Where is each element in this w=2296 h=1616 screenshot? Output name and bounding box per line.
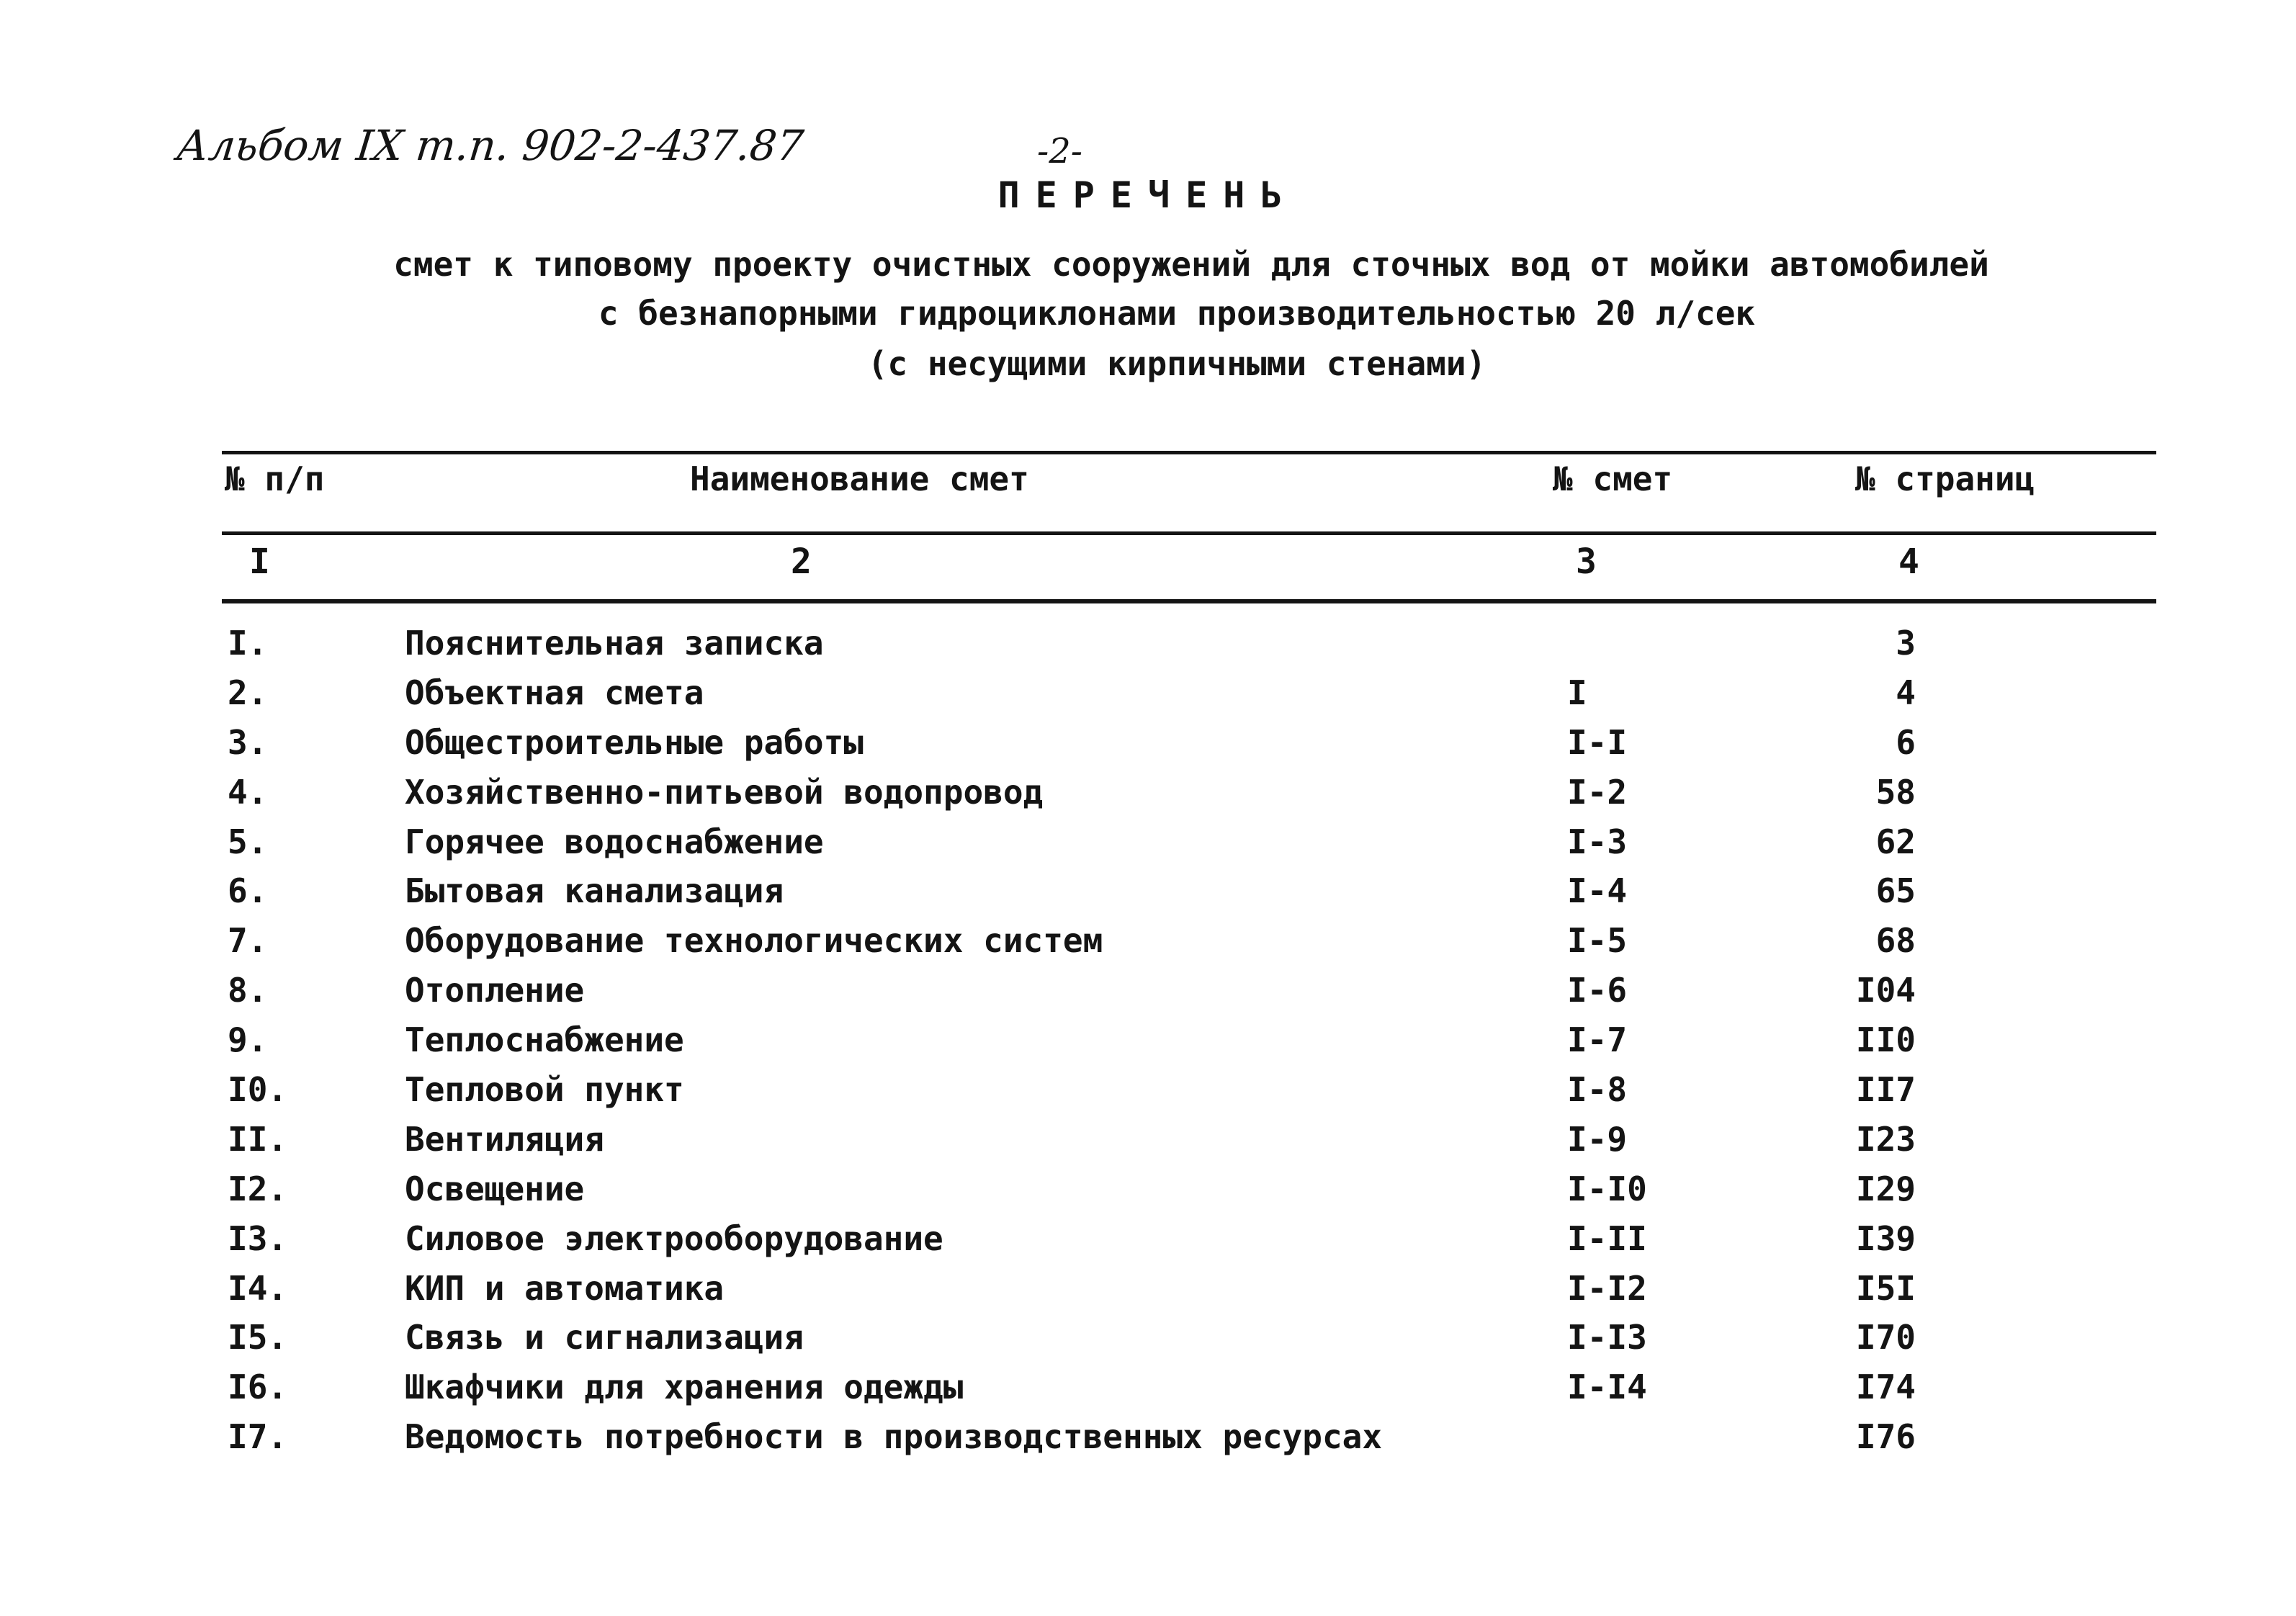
table-row xyxy=(0,673,2296,723)
estimate-name: Объектная смета xyxy=(405,673,704,712)
table-row xyxy=(0,971,2296,1020)
header-col-code: № смет xyxy=(1553,459,1673,498)
row-number: I2. xyxy=(228,1169,288,1208)
header-divider-rule xyxy=(222,531,2156,535)
row-number: I0. xyxy=(228,1070,288,1110)
row-number: I4. xyxy=(228,1268,288,1308)
row-number: I. xyxy=(228,624,268,663)
estimate-name: Связь и сигнализация xyxy=(405,1318,804,1357)
table-top-rule xyxy=(222,451,2156,454)
estimate-code: I-9 xyxy=(1567,1119,1628,1159)
estimate-name: Горячее водоснабжение xyxy=(405,822,824,861)
table-row xyxy=(0,773,2296,822)
page-number-cell: 4 xyxy=(1896,673,1916,712)
table-row xyxy=(0,1020,2296,1070)
table-row xyxy=(0,1219,2296,1269)
row-number: 5. xyxy=(228,822,268,861)
estimates-list xyxy=(0,624,2296,1467)
row-number: 9. xyxy=(228,1020,268,1060)
row-number: 7. xyxy=(228,921,268,961)
table-row xyxy=(0,1120,2296,1170)
estimate-name: Теплоснабжение xyxy=(405,1020,684,1060)
estimate-name: Ведомость потребности в производственных ресурсах xyxy=(405,1417,1383,1457)
table-row xyxy=(0,921,2296,971)
table-row xyxy=(0,1318,2296,1368)
table-row xyxy=(0,1070,2296,1120)
table-row xyxy=(0,871,2296,921)
row-number: I6. xyxy=(228,1368,288,1407)
page-number-cell: I70 xyxy=(1855,1318,1916,1357)
estimate-name: Вентиляция xyxy=(405,1119,604,1159)
page-number-cell: 58 xyxy=(1875,772,1916,812)
table-row xyxy=(0,723,2296,773)
page-number-cell: 6 xyxy=(1896,722,1916,762)
estimate-name: Пояснительная записка xyxy=(405,624,824,663)
estimate-name: Хозяйственно-питьевой водопровод xyxy=(405,772,1044,812)
row-number: I7. xyxy=(228,1417,288,1457)
page-number-cell: II7 xyxy=(1855,1070,1916,1110)
estimate-code: I-5 xyxy=(1567,921,1628,961)
header-col-name: Наименование смет xyxy=(690,459,1029,498)
estimate-code: I-6 xyxy=(1567,971,1628,1010)
row-number: I3. xyxy=(228,1218,288,1258)
estimate-name: Тепловой пункт xyxy=(405,1070,684,1110)
estimate-code: I-I3 xyxy=(1567,1318,1647,1357)
estimate-code: I-3 xyxy=(1567,822,1628,861)
row-number: 8. xyxy=(228,971,268,1010)
estimate-name: КИП и автоматика xyxy=(405,1268,725,1308)
estimate-code: I-II xyxy=(1567,1218,1647,1258)
estimate-name: Освещение xyxy=(405,1169,585,1208)
page-number-cell: I74 xyxy=(1855,1368,1916,1407)
album-handwritten-note: Альбом IX т.п. 902-2-437.87 xyxy=(174,121,806,170)
column-number-rule xyxy=(222,599,2156,603)
table-row xyxy=(0,1417,2296,1467)
column-number-2: 2 xyxy=(791,542,812,582)
table-row xyxy=(0,1170,2296,1219)
row-number: 4. xyxy=(228,772,268,812)
page-number-cell: II0 xyxy=(1855,1020,1916,1060)
page-number-cell: I04 xyxy=(1855,971,1916,1010)
row-number: 2. xyxy=(228,673,268,712)
estimate-code: I-7 xyxy=(1567,1020,1628,1060)
page-number-cell: 62 xyxy=(1875,822,1916,861)
header-col-pages: № страниц xyxy=(1855,459,2035,498)
page-number-cell: I5I xyxy=(1855,1268,1916,1308)
page-number-cell: 3 xyxy=(1896,624,1916,663)
page-number-cell: 68 xyxy=(1875,921,1916,961)
page-number-cell: I23 xyxy=(1855,1119,1916,1159)
row-number: 3. xyxy=(228,722,268,762)
page-number-cell: 65 xyxy=(1875,871,1916,911)
estimate-code: I xyxy=(1567,673,1587,712)
column-number-1: I xyxy=(249,542,270,582)
page-number-cell: I29 xyxy=(1855,1169,1916,1208)
estimate-name: Общестроительные работы xyxy=(405,722,864,762)
estimate-code: I-I2 xyxy=(1567,1268,1647,1308)
estimate-code: I-I xyxy=(1567,722,1628,762)
table-row xyxy=(0,1269,2296,1319)
estimate-name: Оборудование технологических систем xyxy=(405,921,1103,961)
estimate-name: Силовое электрооборудование xyxy=(405,1218,943,1258)
subtitle-line-3: (с несущими кирпичными стенами) xyxy=(867,344,1486,383)
header-col-number: № п/п xyxy=(225,459,325,498)
document-title: ПЕРЕЧЕНЬ xyxy=(997,174,1299,216)
page-number: -2- xyxy=(1037,131,1082,171)
estimate-code: I-I0 xyxy=(1567,1169,1647,1208)
page-number-cell: I76 xyxy=(1855,1417,1916,1457)
estimate-name: Бытовая канализация xyxy=(405,871,784,911)
table-row xyxy=(0,1368,2296,1417)
page-number-cell: I39 xyxy=(1855,1218,1916,1258)
estimate-code: I-4 xyxy=(1567,871,1628,911)
column-number-4: 4 xyxy=(1898,542,1919,582)
estimate-code: I-I4 xyxy=(1567,1368,1647,1407)
row-number: II. xyxy=(228,1119,288,1159)
column-number-3: 3 xyxy=(1576,542,1597,582)
row-number: 6. xyxy=(228,871,268,911)
estimate-code: I-8 xyxy=(1567,1070,1628,1110)
estimate-name: Шкафчики для хранения одежды xyxy=(405,1368,964,1407)
estimate-name: Отопление xyxy=(405,971,585,1010)
subtitle-line-2: с безнапорными гидроциклонами производительностью 20 л/сек xyxy=(598,294,1756,333)
subtitle-line-1: смет к типовому проекту очистных сооружений для сточных вод от мойки автомобилей xyxy=(393,245,1989,284)
table-row xyxy=(0,822,2296,872)
estimate-code: I-2 xyxy=(1567,772,1628,812)
row-number: I5. xyxy=(228,1318,288,1357)
table-row xyxy=(0,624,2296,673)
